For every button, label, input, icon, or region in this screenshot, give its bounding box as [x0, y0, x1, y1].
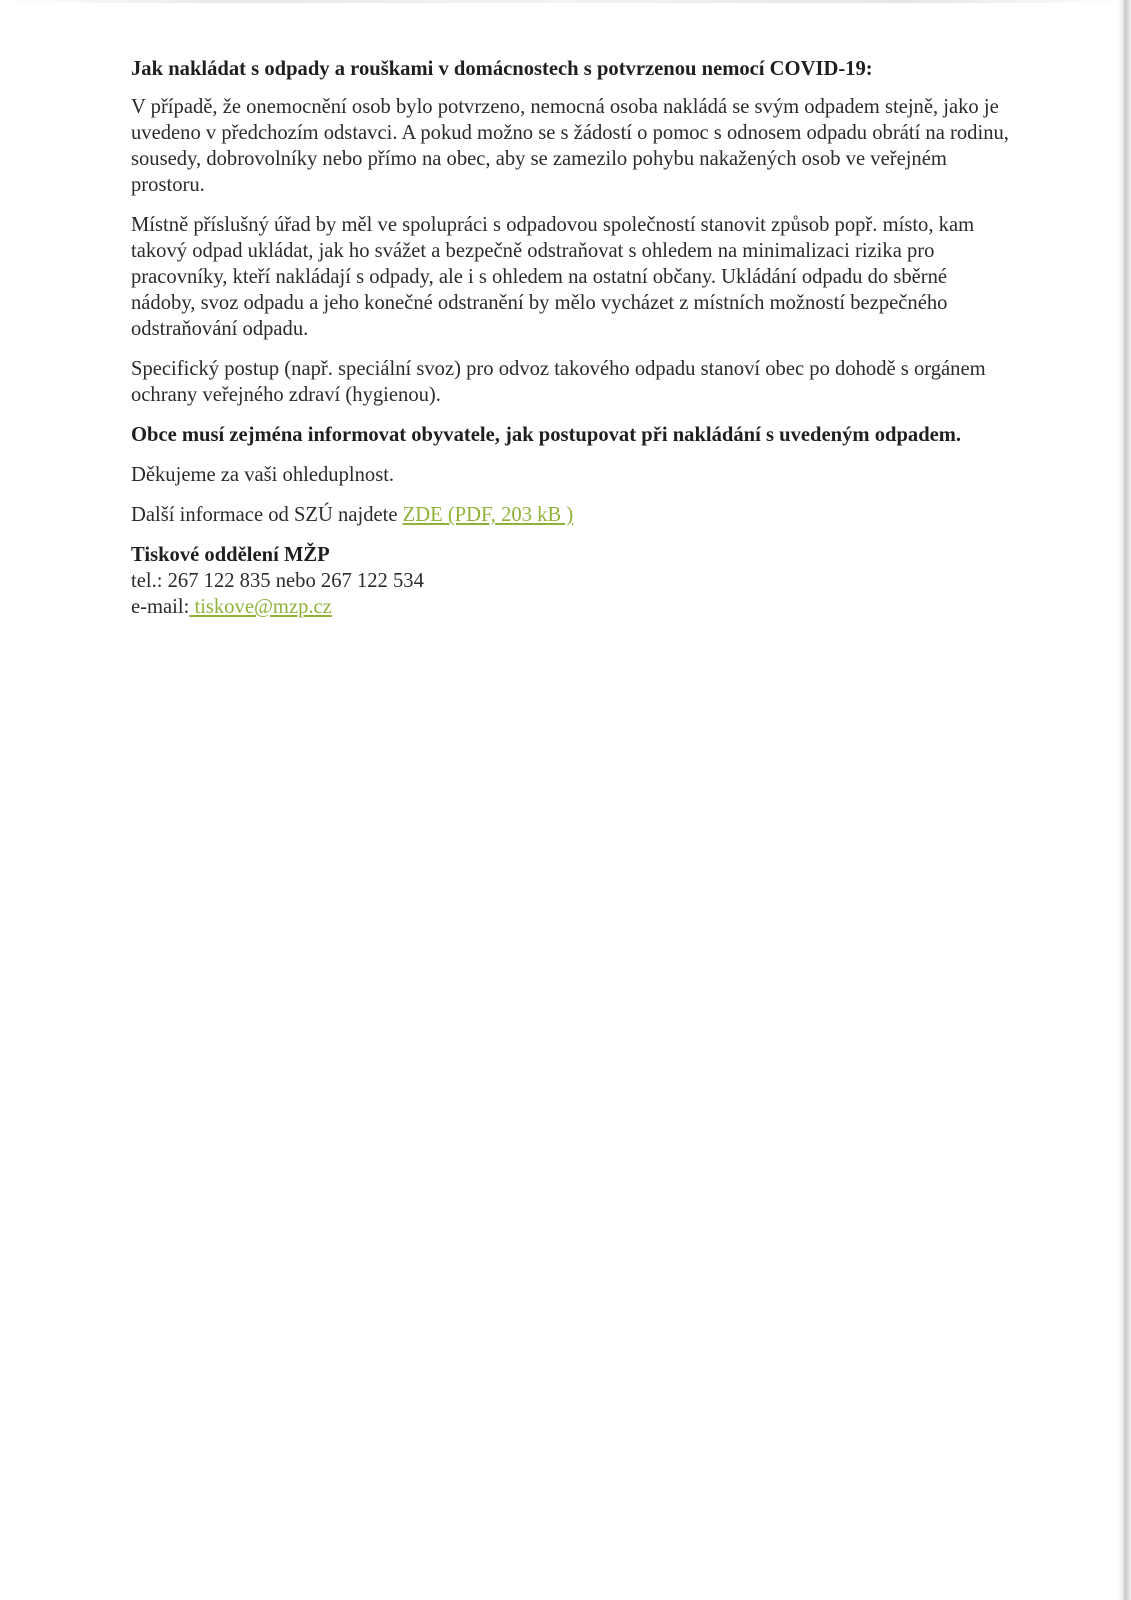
- paragraph-confirmed-illness: V případě, že onemocnění osob bylo potvrzeno, nemocná osoba nakládá se svým odpadem stejně, jako je uvedeno v předchozím odstavci. A pokud možno se s žádostí o pomoc s odnosem odpadu obrátí na rodinu, sousedy, dobrovolníky nebo přímo na obec, aby se zamezilo pohybu nakažených osob ve veřejném prostoru.: [131, 96, 1009, 196]
- paragraph-municipality-notice: Obce musí zejména informovat obyvatele, jak postupovat při nakládání s uvedeným odpadem.: [131, 424, 962, 446]
- section-heading: Jak nakládat s odpady a rouškami v domácnostech s potvrzenou nemocí COVID-19:: [131, 58, 873, 80]
- szu-pdf-link[interactable]: ZDE (PDF, 203 kB ): [402, 504, 574, 526]
- contact-email-link[interactable]: tiskove@mzp.cz: [189, 596, 332, 618]
- more-info-line: [131, 502, 1011, 528]
- more-info-text: Další informace od SZÚ najdete: [131, 504, 403, 526]
- contact-email-label: e-mail:: [131, 596, 190, 618]
- paragraph-thanks: Děkujeme za vaši ohleduplnost.: [131, 464, 395, 486]
- paragraph-local-authority: Místně příslušný úřad by měl ve spolupráci s odpadovou společností stanovit způsob popř. místo, kam takový odpad ukládat, jak ho svážet a bezpečně odstraňovat s ohledem na minimalizaci rizika pro pracovníky, kteří nakládají s odpady, ale i s ohledem na ostatní občany. Ukládání odpadu do sběrné nádoby, svoz odpadu a jeho konečné odstranění by mělo vycházet z místních možností bezpečného odstraňování odpadu.: [131, 214, 975, 340]
- scan-right-edge: [1117, 0, 1131, 1600]
- contact-block: [131, 542, 1011, 620]
- document-body: [131, 56, 1011, 620]
- contact-phone: tel.: 267 122 835 nebo 267 122 534: [131, 570, 424, 592]
- scan-top-edge: [0, 0, 1131, 3]
- contact-email-line: [131, 594, 1011, 620]
- contact-title: Tiskové oddělení MŽP: [131, 544, 330, 566]
- paragraph-specific-procedure: Specifický postup (např. speciální svoz) pro odvoz takového odpadu stanoví obec po dohodě s orgánem ochrany veřejného zdraví (hygienou).: [131, 358, 986, 406]
